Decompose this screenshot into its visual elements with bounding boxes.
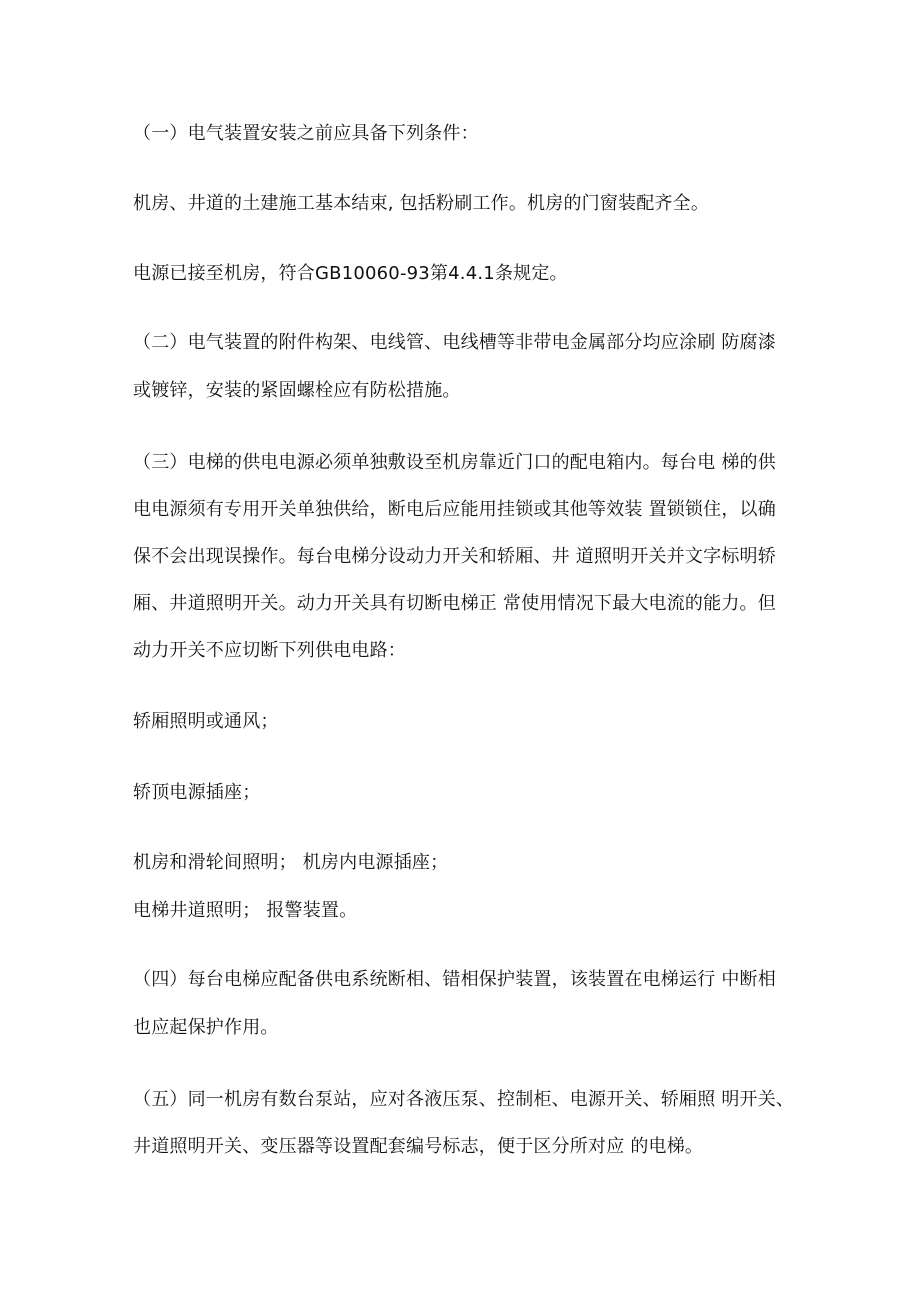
section-2-line-2: 或镀锌，安装的紧固螺栓应有防松措施。 xyxy=(133,380,461,401)
section-3-item-3: 机房和滑轮间照明； 机房内电源插座； xyxy=(133,852,449,873)
section-4-line-2: 也应起保护作用。 xyxy=(133,1017,279,1038)
section-5-line-2: 井道照明开关、变压器等设置配套编号标志，便于区分所对应 的电梯。 xyxy=(133,1136,704,1157)
section-4-line-1: （四）每台电梯应配备供电系统断相、错相保护装置，该装置在电梯运行 中断相 xyxy=(133,969,776,990)
section-3-line-3: 保不会出现误操作。每台电梯分设动力开关和轿厢、井 道照明开关并文字标明轿 xyxy=(133,546,776,567)
section-3-item-4: 电梯井道照明； 报警装置。 xyxy=(133,900,358,921)
section-3-line-2: 电电源须有专用开关单独供给，断电后应能用挂锁或其他等效装 置锁锁住，以确 xyxy=(133,499,776,520)
section-3-line-1: （三）电梯的供电电源必须单独敷设至机房靠近门口的配电箱内。每台电 梯的供 xyxy=(133,452,776,473)
section-3-line-4: 厢、井道照明开关。动力开关具有切断电梯正 常使用情况下最大电流的能力。但 xyxy=(133,593,776,614)
section-3-item-2: 轿顶电源插座； xyxy=(133,782,261,803)
section-3-item-1: 轿厢照明或通风； xyxy=(133,711,279,732)
section-3-line-5: 动力开关不应切断下列供电电路： xyxy=(133,640,406,661)
section-1-item-2: 电源已接至机房，符合GB10060-93第4.4.1条规定。 xyxy=(133,263,568,284)
section-1-item-1: 机房、井道的土建施工基本结束, 包括粉刷工作。机房的门窗装配齐全。 xyxy=(133,193,710,214)
section-2-line-1: （二）电气装置的附件构架、电线管、电线槽等非带电金属部分均应涂刷 防腐漆 xyxy=(133,332,776,353)
section-5-line-1: （五）同一机房有数台泵站，应对各液压泵、控制柜、电源开关、轿厢照 明开关、 xyxy=(133,1089,795,1110)
section-1-heading: （一）电气装置安装之前应具备下列条件： xyxy=(133,123,479,144)
